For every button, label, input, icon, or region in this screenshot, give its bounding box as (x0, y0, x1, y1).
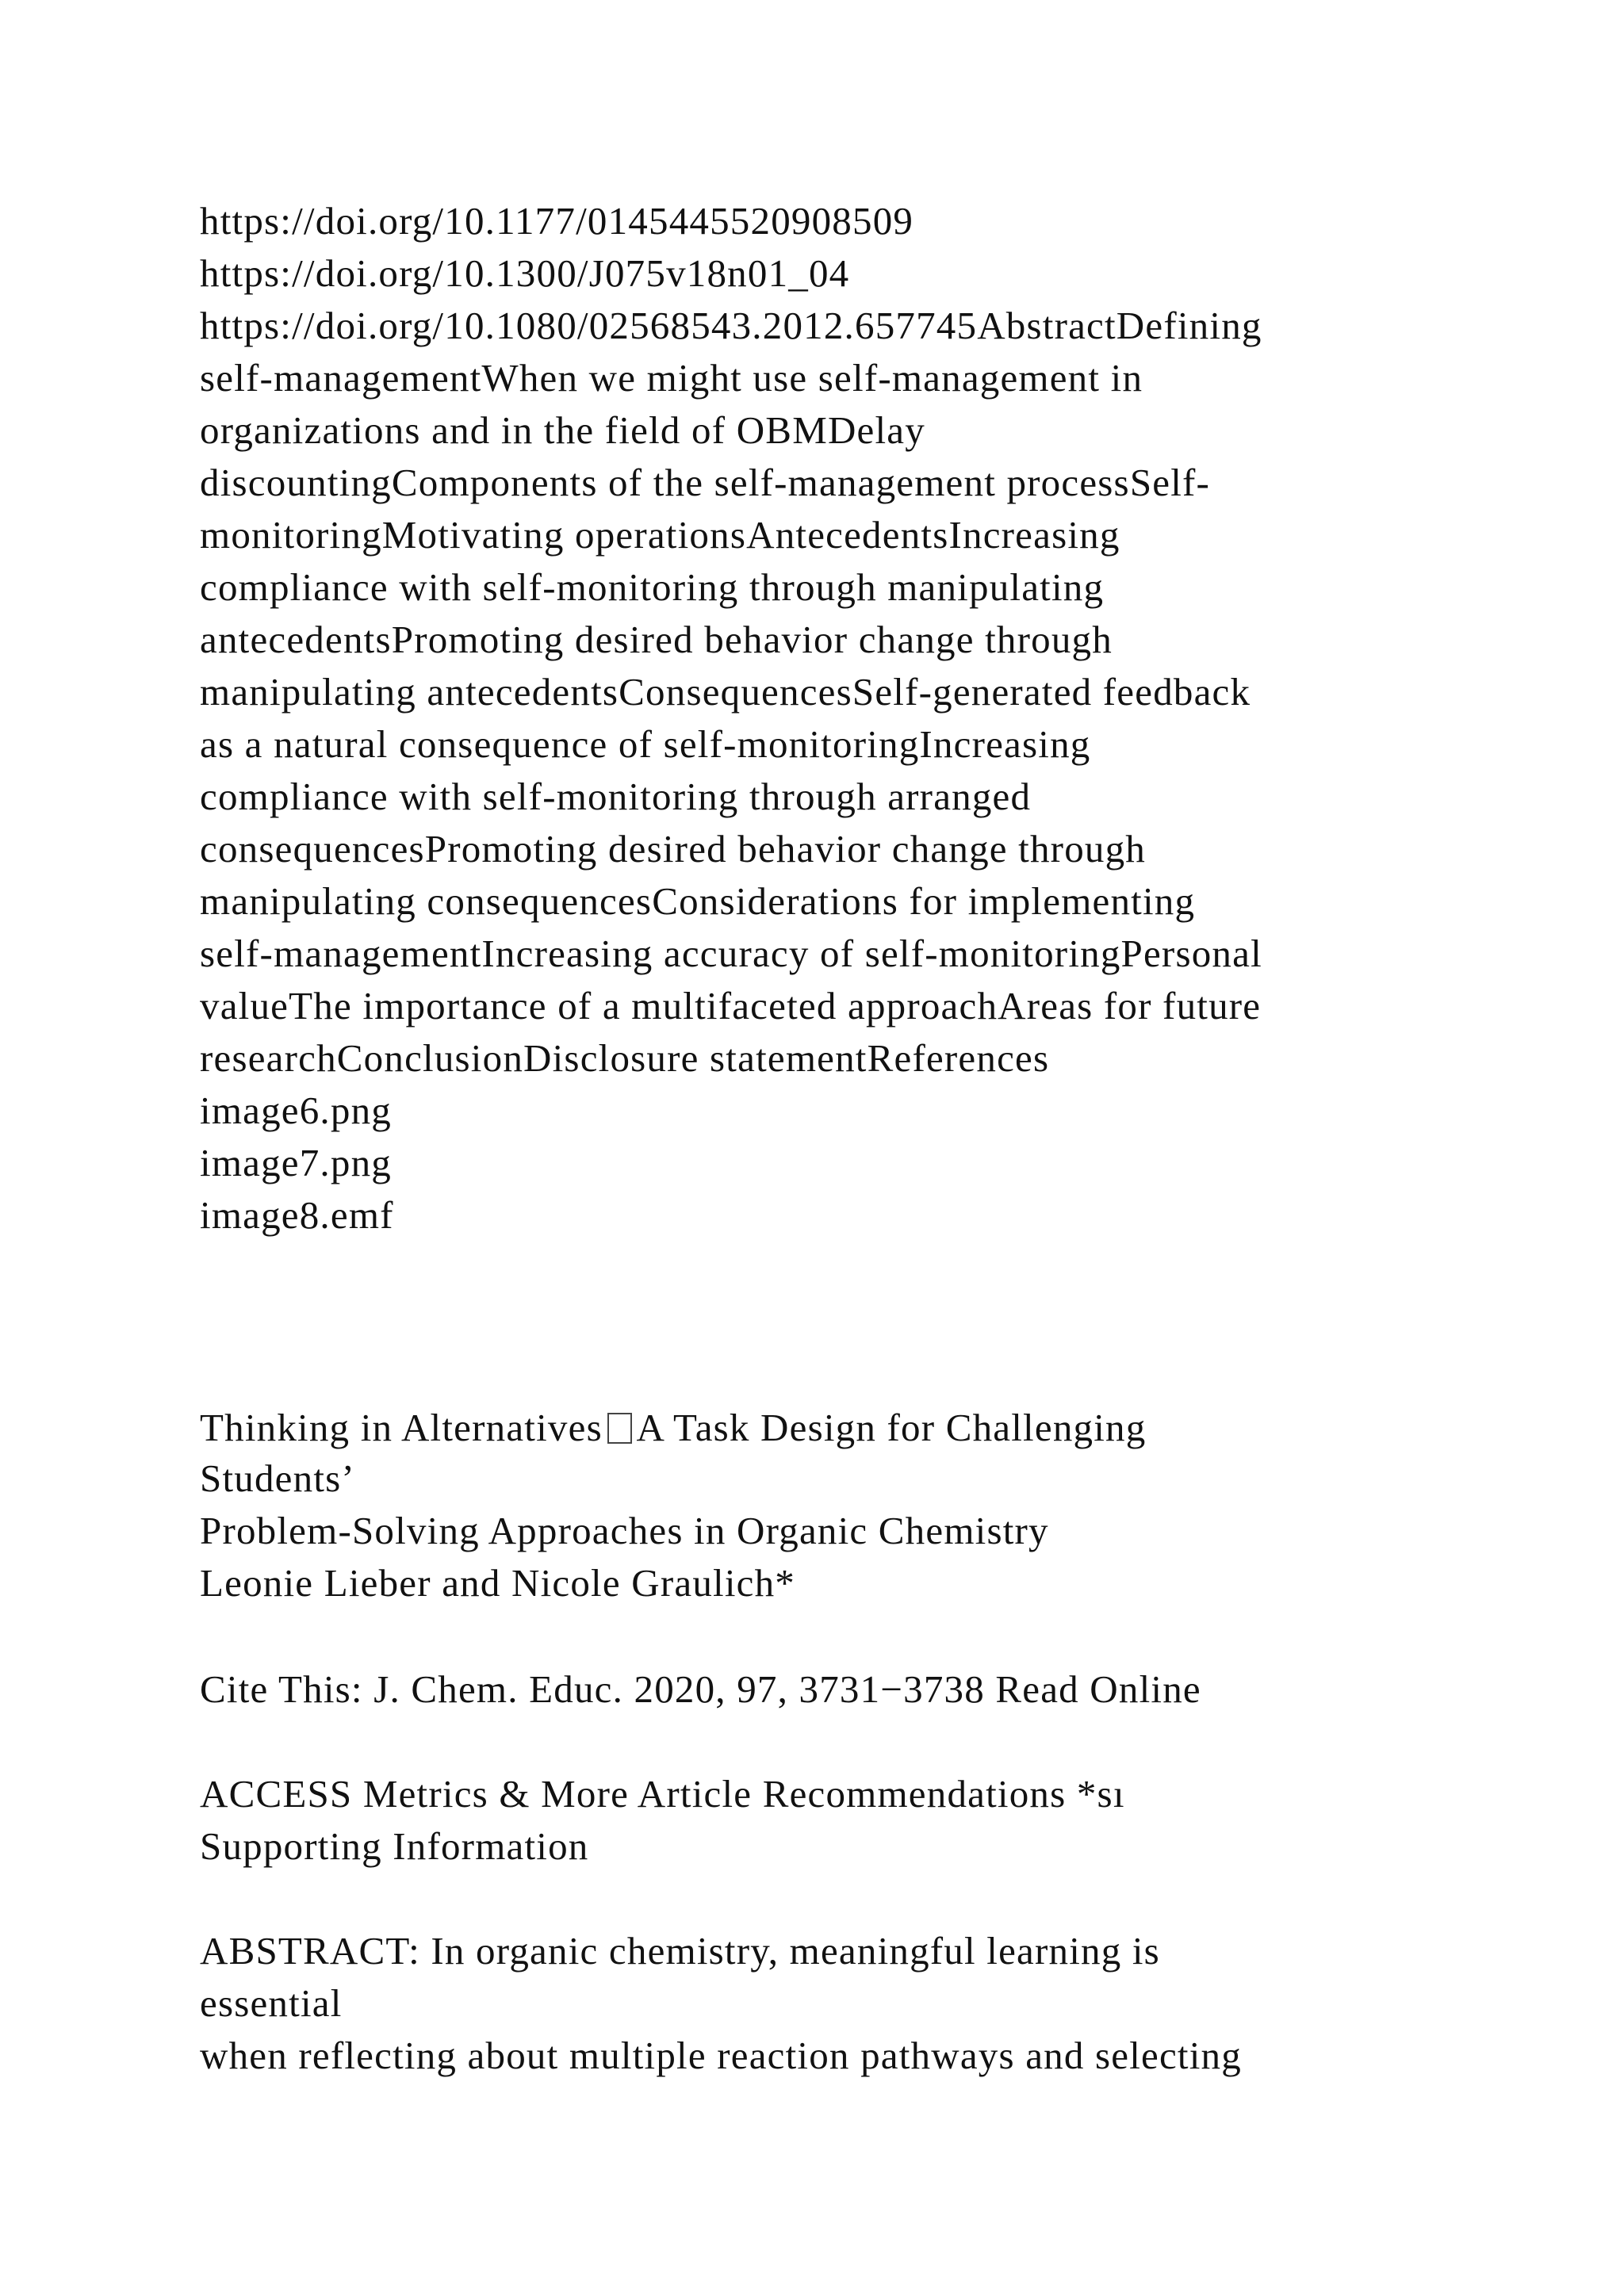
title-part-1: Thinking in Alternatives (200, 1406, 603, 1449)
abstract-line: ABSTRACT: In organic chemistry, meaningful learning is (200, 1929, 1160, 1973)
outline-line: antecedentsPromoting desired behavior change through (200, 618, 1113, 661)
image-filename: image6.png (200, 1089, 392, 1132)
outline-line: compliance with self-monitoring through manipulating (200, 565, 1105, 609)
access-line: ACCESS Metrics & More Article Recommendations *sı (200, 1772, 1125, 1816)
article-title-line (200, 1402, 1146, 1454)
outline-line: as a natural consequence of self-monitoringIncreasing (200, 722, 1091, 766)
abstract-line: essential (200, 1981, 343, 2025)
outline-line: manipulating antecedentsConsequencesSelf-generated feedback (200, 670, 1251, 714)
missing-glyph-icon (607, 1413, 632, 1444)
outline-line: self-managementWhen we might use self-management in (200, 356, 1143, 400)
title-part-2: A Task Design for Challenging (636, 1406, 1147, 1449)
outline-line: organizations and in the field of OBMDelay (200, 408, 925, 452)
article-title-line: Students’ (200, 1456, 355, 1500)
article-authors: Leonie Lieber and Nicole Graulich* (200, 1561, 795, 1605)
outline-line: discountingComponents of the self-management processSelf- (200, 461, 1211, 504)
outline-line: researchConclusionDisclosure statementReferences (200, 1036, 1050, 1080)
outline-line: self-managementIncreasing accuracy of self-monitoringPersonal (200, 932, 1262, 975)
outline-line: compliance with self-monitoring through arranged (200, 775, 1032, 818)
article-citation: Cite This: J. Chem. Educ. 2020, 97, 3731−3738 Read Online (200, 1667, 1201, 1711)
doi-line: https://doi.org/10.1177/0145445520908509 (200, 199, 914, 243)
outline-line: valueThe importance of a multifaceted approachAreas for future (200, 984, 1262, 1027)
doi-line: https://doi.org/10.1080/02568543.2012.657745AbstractDefining (200, 304, 1262, 347)
outline-line: monitoringMotivating operationsAntecedentsIncreasing (200, 513, 1120, 557)
access-line: Supporting Information (200, 1824, 589, 1868)
outline-line: consequencesPromoting desired behavior change through (200, 827, 1146, 871)
doi-line: https://doi.org/10.1300/J075v18n01_04 (200, 251, 850, 295)
article-title-line: Problem-Solving Approaches in Organic Chemistry (200, 1509, 1049, 1552)
outline-line: manipulating consequencesConsiderations for implementing (200, 879, 1196, 923)
image-filename: image8.emf (200, 1193, 394, 1237)
abstract-line: when reflecting about multiple reaction pathways and selecting (200, 2034, 1242, 2077)
image-filename: image7.png (200, 1141, 392, 1184)
